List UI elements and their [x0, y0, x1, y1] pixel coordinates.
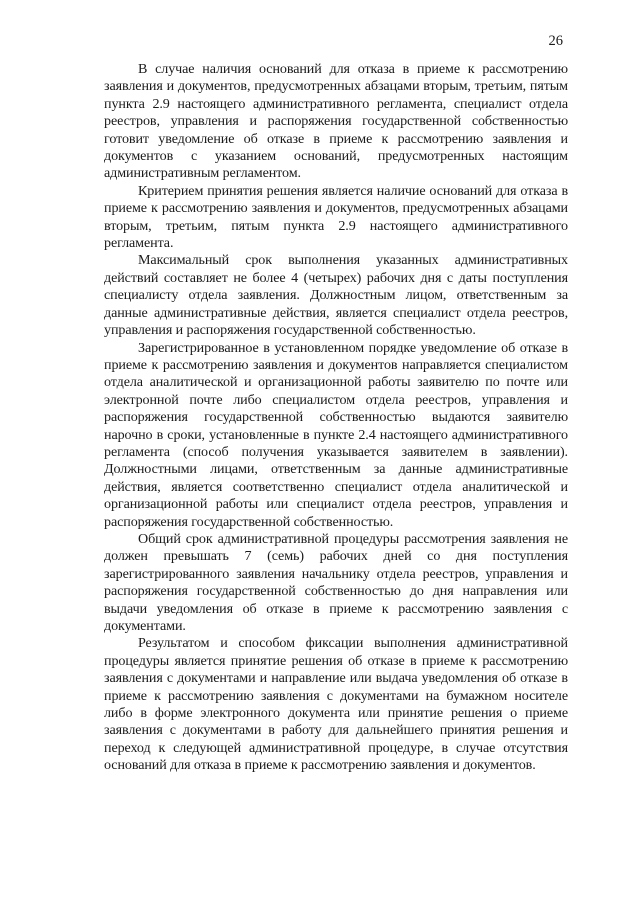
document-body: [104, 61, 568, 775]
page-number: 26: [548, 33, 563, 49]
paragraph-total-term: Общий срок административной процедуры рассмотрения заявления не должен превышать 7 (семь) рабочих дней со дня поступления зарегистрированного заявления начальнику отдела реестров, управления и распоряжения государственной собственностью до дня направления или выдачи уведомления об отказе в приеме к рассмотрению заявления с документами.: [104, 530, 568, 634]
paragraph-maximum-term: Максимальный срок выполнения указанных административных действий составляет не более 4 (четырех) рабочих дня с даты поступления специалисту отдела заявления. Должностным лицом, ответственным за данные административные действия, является специалист отдела реестров, управления и распоряжения государственной собственностью.: [104, 252, 568, 339]
paragraph-result: Результатом и способом фиксации выполнения административной процедуры является принятие решения об отказе в приеме к рассмотрению заявления с документами и направление или выдача уведомления об отказе в приеме к рассмотрению заявления с документами на бумажном носителе либо в форме электронного документа или принятие решения о приеме заявления с документами в работу для дальнейшего принятия решения и переход к следующей административной процедуре, в случае отсутствия оснований для отказа в приеме к рассмотрению заявления и документов.: [104, 635, 568, 774]
paragraph-notification-delivery: Зарегистрированное в установленном порядке уведомление об отказе в приеме к рассмотрению заявления и документов направляется специалистом отдела аналитической и организационной работы заявителю по почте или электронной почте либо специалистом отдела реестров, управления и распоряжения государственной собственностью выдаются заявителю нарочно в сроки, установленные в пункте 2.4 настоящего административного регламента (способ получения указывается заявителем в заявлении). Должностными лицами, ответственным за данные административные действия, является соответственно специалист отдела аналитической и организационной работы или специалист отдела реестров, управления и распоряжения государственной собственностью.: [104, 339, 568, 530]
paragraph-refusal-grounds: В случае наличия оснований для отказа в приеме к рассмотрению заявления и документов, предусмотренных абзацами вторым, третьим, пятым пункта 2.9 настоящего административного регламента, специалист отдела реестров, управления и распоряжения государственной собственностью готовит уведомление об отказе в приеме к рассмотрению заявления и документов с указанием оснований, предусмотренных настоящим административным регламентом.: [104, 61, 568, 182]
paragraph-decision-criterion: Критерием принятия решения является наличие оснований для отказа в приеме к рассмотрению заявления и документов, предусмотренных абзацами вторым, третьим, пятым пункта 2.9 настоящего административного регламента.: [104, 182, 568, 252]
